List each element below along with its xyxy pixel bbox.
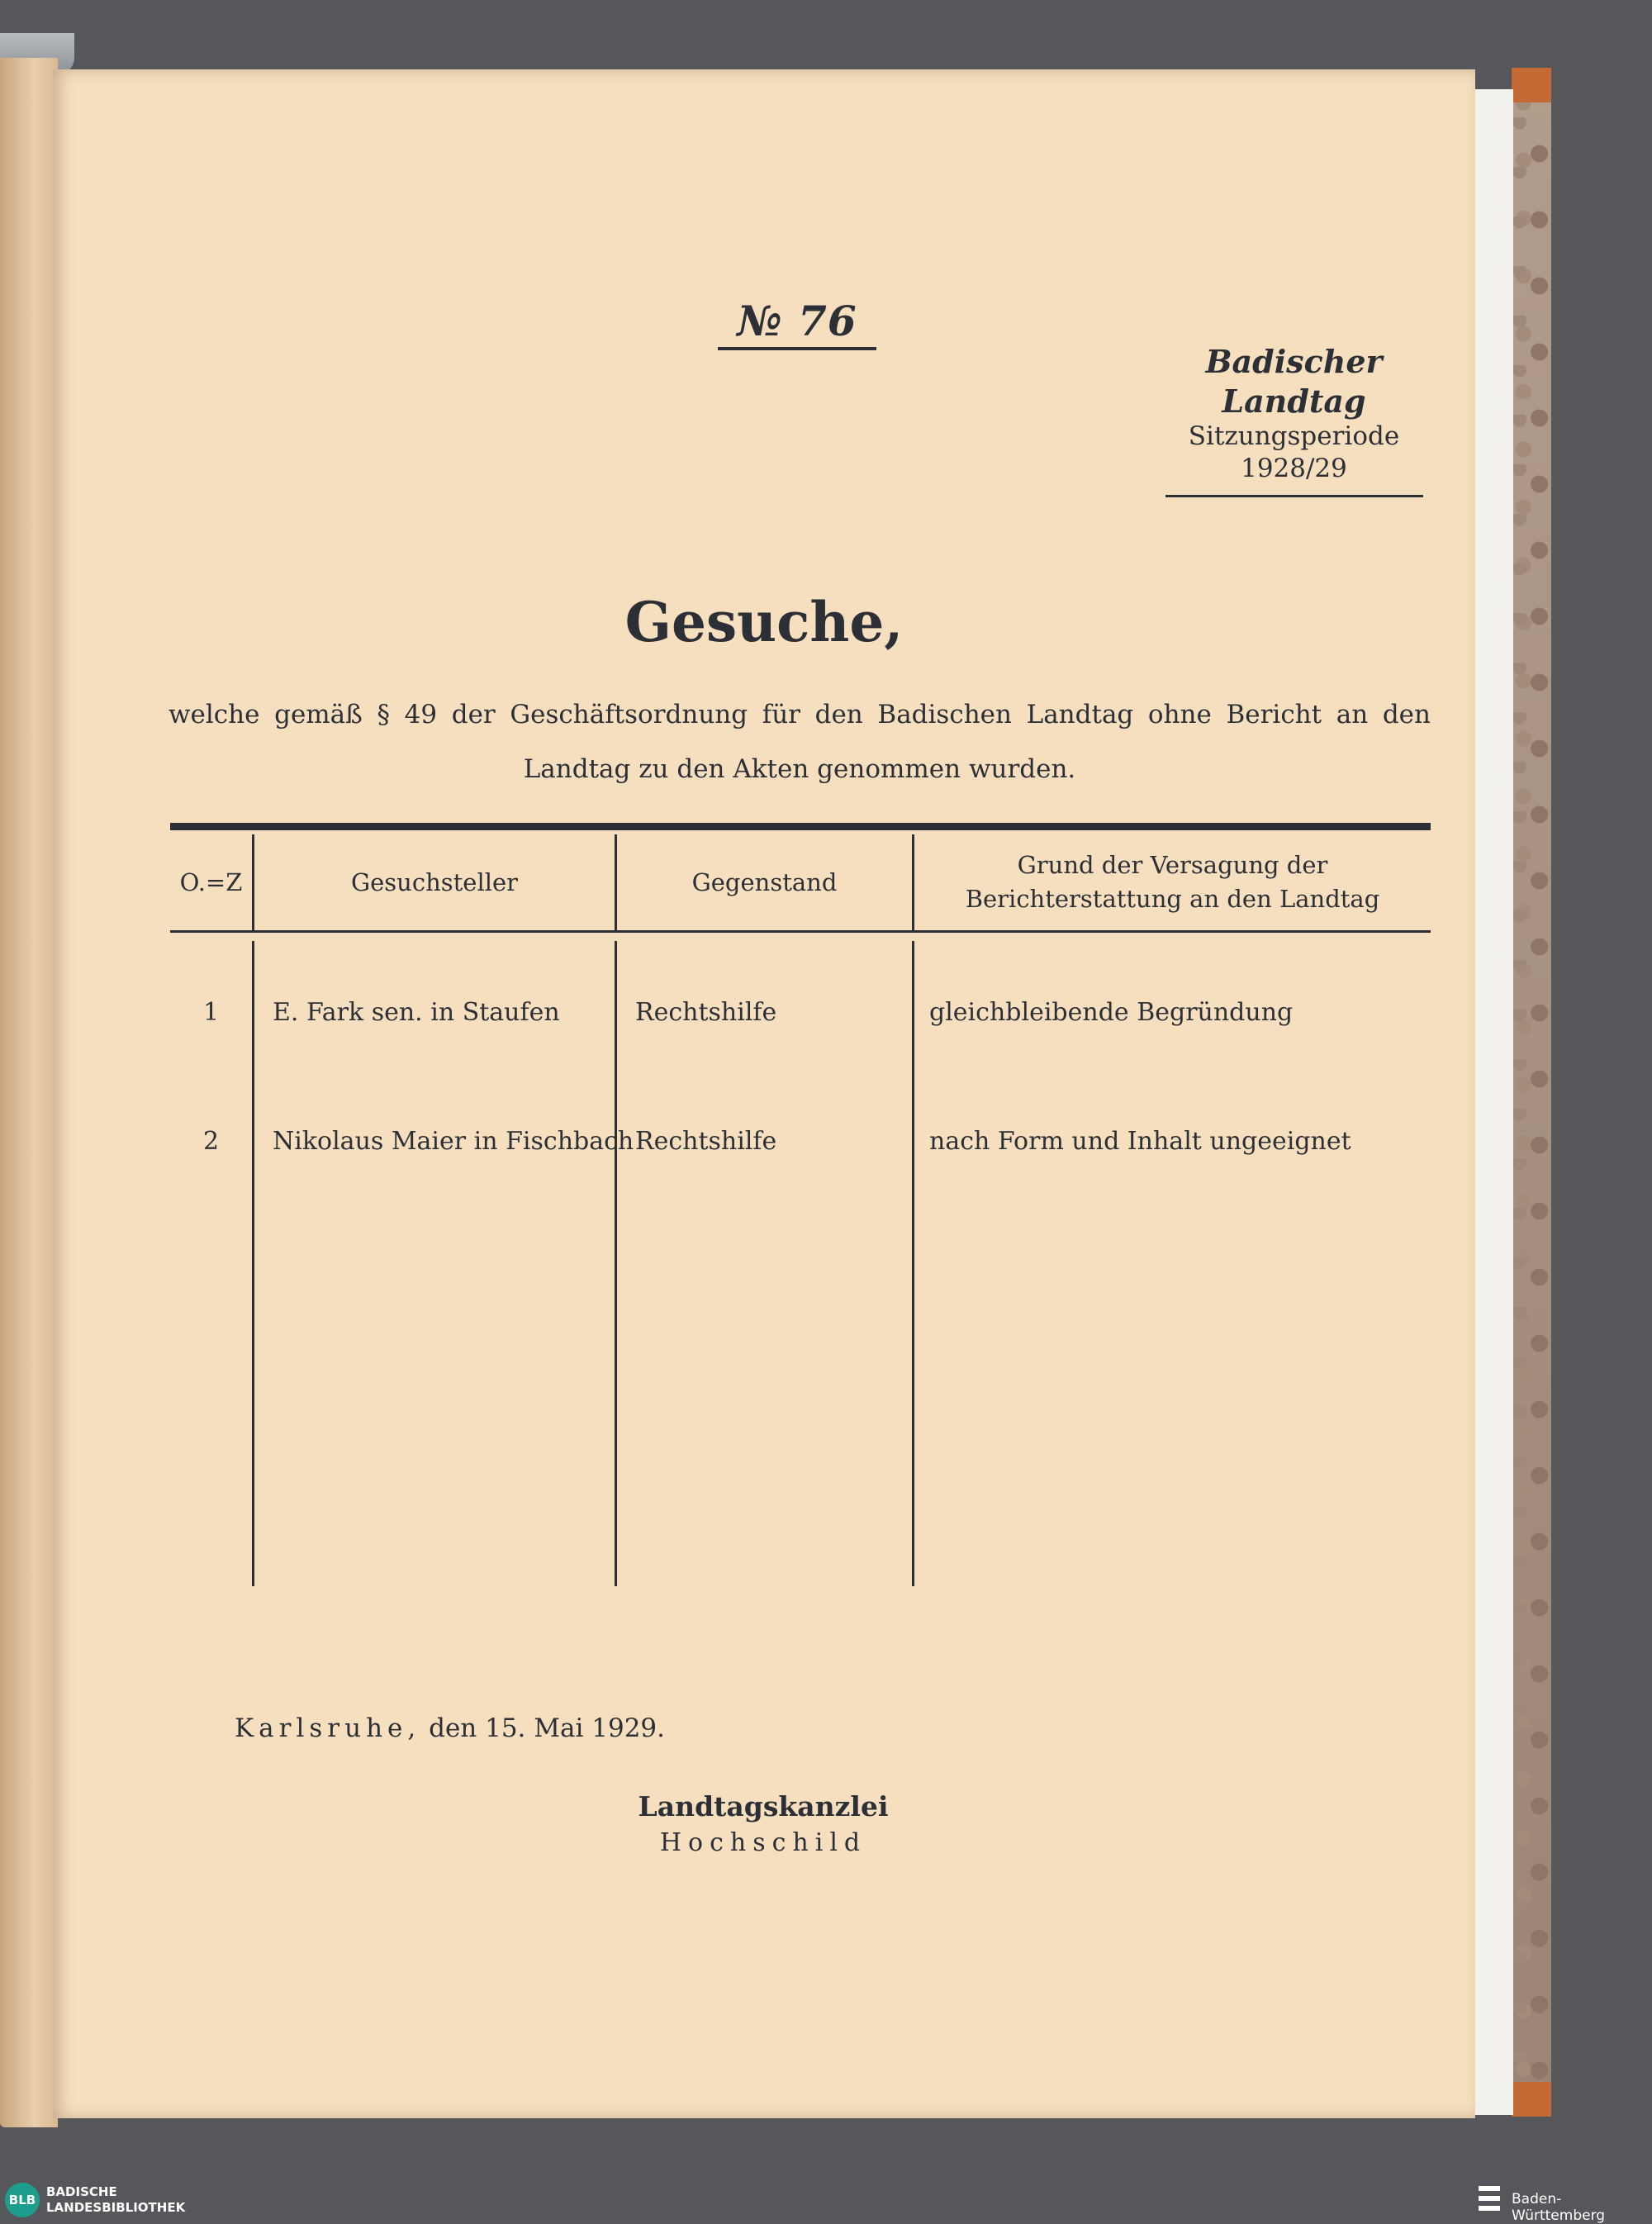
table-row-1-number: 1 xyxy=(202,998,220,1027)
table-row-2-number: 2 xyxy=(202,1127,220,1156)
page-subtitle: welche gemäß § 49 der Geschäftsordnung für den Badischen Landtag ohne Bericht an den Landtag zu den Akten genommen wurden. xyxy=(169,700,1431,784)
document-page xyxy=(53,69,1475,2118)
column-divider xyxy=(252,834,254,1586)
column-header-subject: Gegenstand xyxy=(691,867,838,896)
document-number: № 76 xyxy=(718,297,876,350)
left-page-edge xyxy=(0,58,58,2127)
column-header-number: O.=Z xyxy=(179,867,243,896)
marbled-board xyxy=(1512,68,1551,2117)
blb-line-2: LANDESBIBLIOTHEK xyxy=(46,2200,186,2215)
baden-wuerttemberg-lions-icon xyxy=(1475,2183,1503,2217)
header-rule xyxy=(1165,495,1423,497)
header-parliament: Badischer Landtag xyxy=(1205,343,1383,420)
blb-logo-icon[interactable]: BLB xyxy=(5,2183,40,2217)
table-row-1-applicant: E. Fark sen. in Staufen xyxy=(273,998,560,1027)
column-divider xyxy=(615,834,617,1586)
date-place: Karlsruhe, xyxy=(235,1713,421,1743)
blb-line-1: BADISCHE xyxy=(46,2184,117,2199)
column-divider xyxy=(912,834,914,1586)
board-corner-bottom xyxy=(1512,2082,1551,2117)
petitions-table xyxy=(170,823,1431,1586)
blb-library-name[interactable] xyxy=(46,2184,185,2216)
office-name: Landtagskanzlei xyxy=(638,1790,889,1822)
column-header-reason: Grund der Versagung der Berichterstattung an den Landtag xyxy=(965,851,1380,913)
header-box xyxy=(1156,342,1432,497)
table-row-2-applicant: Nikolaus Maier in Fischbach xyxy=(273,1127,634,1156)
date-value: den 15. Mai 1929. xyxy=(429,1713,665,1743)
header-session-years: 1928/29 xyxy=(1241,453,1347,483)
page-title: Gesuche, xyxy=(624,590,904,654)
table-top-rule xyxy=(170,823,1431,830)
page-edge-right xyxy=(1470,89,1513,2115)
table-row-2-reason: nach Form und Inhalt ungeeignet xyxy=(929,1127,1351,1156)
date-line xyxy=(235,1713,665,1743)
table-row-1-subject: Rechtshilfe xyxy=(635,998,777,1027)
signatory-name: Hochschild xyxy=(659,1828,867,1858)
baden-wuerttemberg-label[interactable]: Baden-Württemberg xyxy=(1512,2191,1606,2224)
table-row-2-subject: Rechtshilfe xyxy=(635,1127,777,1156)
column-header-applicant: Gesuchsteller xyxy=(350,867,519,896)
signature-block xyxy=(631,1788,895,1860)
header-session-label: Sitzungsperiode xyxy=(1188,421,1400,451)
table-header-gap xyxy=(170,933,1431,941)
table-row-1-reason: gleichbleibende Begründung xyxy=(929,998,1294,1027)
board-corner-top xyxy=(1512,68,1551,102)
viewer-footer xyxy=(0,2179,1652,2222)
